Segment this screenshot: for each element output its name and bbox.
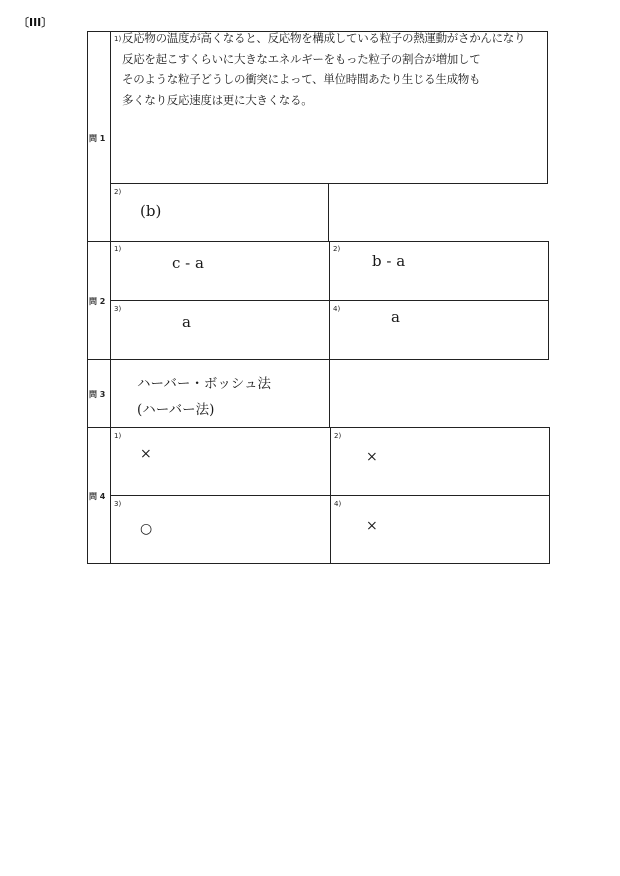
essay-line: そのような粒子どうしの衝突によって、単位時間あたり生じる生成物も <box>122 72 481 86</box>
q2-part4-number: 4) <box>333 305 341 313</box>
q1-part2-number: 2) <box>114 188 122 196</box>
q4-part4-number: 4) <box>334 500 342 508</box>
q2-part3-number: 3) <box>114 305 122 313</box>
section-label: 〔III〕 <box>18 16 53 29</box>
q4-part1-number: 1) <box>114 432 122 440</box>
q4-part3-answer: ○ <box>140 521 153 537</box>
q4-part2-answer: × <box>366 449 378 465</box>
q2-part2-answer: b - a <box>372 252 406 270</box>
q3-answer-line-1: ハーバー・ボッシュ法 <box>137 376 272 392</box>
question-3-label: 問 3 <box>89 390 106 399</box>
q4-part4-answer: × <box>366 518 378 534</box>
q3-answer-line-2: (ハーバー法) <box>137 402 215 418</box>
question-4-label: 問 4 <box>89 492 106 501</box>
q4-part3-number: 3) <box>114 500 122 508</box>
essay-line: 反応を起こすくらいに大きなエネルギーをもった粒子の割合が増加して <box>122 51 481 66</box>
q1-essay-answer <box>122 28 525 110</box>
q1-part1-number: 1) <box>114 35 122 43</box>
essay-line: 多くなり反応速度は更に大きくなる。 <box>122 92 313 107</box>
q2-part1-number: 1) <box>114 245 122 253</box>
q2-part1-answer: c - a <box>172 254 204 272</box>
q2-part3-answer: a <box>182 313 191 331</box>
essay-line: 反応物の温度が高くなると、反応物を構成している粒子の熱運動がさかんになり <box>122 31 526 45</box>
q4-part1-answer: × <box>140 446 152 462</box>
q2-part2-number: 2) <box>333 245 341 253</box>
question-2-label: 問 2 <box>89 297 106 306</box>
question-1-label: 問 1 <box>89 134 106 143</box>
q1-part2-answer: (b) <box>140 202 162 220</box>
q2-part4-answer: a <box>391 308 400 326</box>
q4-part2-number: 2) <box>334 432 342 440</box>
